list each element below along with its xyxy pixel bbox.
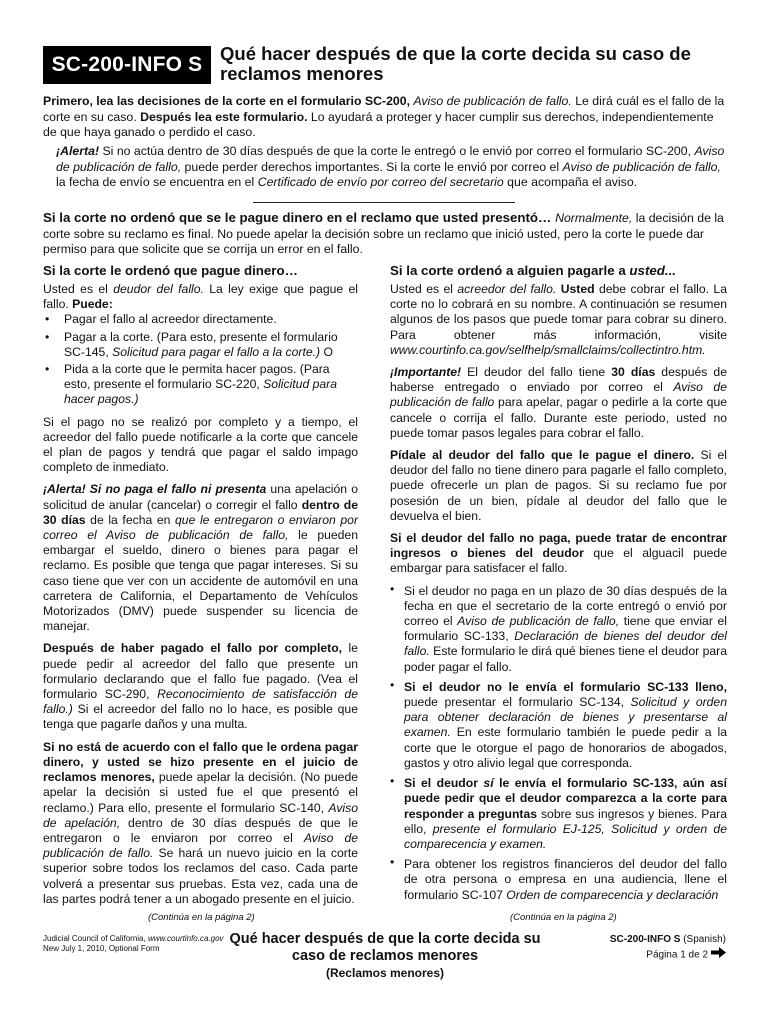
right-bullet-2-bold: Si el deudor no le envía el formulario SC-133 lleno, xyxy=(404,679,727,694)
left-p3 xyxy=(43,482,358,634)
left-p2: Si el pago no se realizó por completo y a tiempo, el acreedor del fallo puede notificarle a la corte que cancele el plan de pagos y tendrá que pagar el saldo impago completo de inmediato. xyxy=(43,414,358,475)
footer-form-line xyxy=(610,934,726,947)
left-p1-text-1: Usted es el xyxy=(43,282,114,296)
no-money-text: la decisión de la corte sobre su reclamo es final. No puede apelar la decisión sobre un reclamo que inició usted, pero la corte le puede dar permiso para que solicite que se corrija un error en el fallo. xyxy=(43,211,724,256)
right-p4-bold: Si el deudor del fallo no paga, puede tratar de encontrar ingresos o bienes del deudor xyxy=(390,531,727,561)
left-bullet-2-text: Pagar a la corte. (Para esto, presente el formulario SC-145, xyxy=(64,329,338,359)
page-number: Página 1 de 2 xyxy=(646,948,708,960)
left-column xyxy=(43,262,358,914)
right-bullet-3-italic: presente el formulario EJ-125, Solicitud y orden de comparecencia y examen. xyxy=(404,821,727,851)
right-p1-bold: Usted xyxy=(556,282,595,296)
document-title: Qué hacer después de que la corte decida su caso de reclamos menores xyxy=(220,43,691,84)
right-p2-text-3: para apelar, pagar o pedirle a la corte que cancele o corrija el fallo. Durante este periodo, usted no puede tomar pasos legales para cobrar el fallo. xyxy=(390,395,727,440)
bullet-icon: • xyxy=(390,677,395,692)
right-bullet-1-text-2: tiene que enviar el formulario SC-133, xyxy=(404,614,727,644)
right-bullet-3-text: sobre sus ingresos y bienes. Para ello, xyxy=(404,806,727,836)
footer-website: www.courtinfo.ca.gov xyxy=(147,934,224,943)
no-money-italic: Normalmente, xyxy=(555,211,633,225)
footer-page-info xyxy=(610,934,726,962)
left-p3-bold: dentro de 30 días xyxy=(43,497,358,527)
right-bullet-1-italic-2: Declaración de bienes del deudor del fallo. xyxy=(404,629,727,659)
right-steps-list xyxy=(390,581,728,903)
alert-italic-2: Aviso de publicación de fallo, xyxy=(562,159,721,174)
left-options-list xyxy=(43,312,358,407)
right-bullet-2-italic: Solicitud y orden para obtener declaración de bienes y presentarse al examen. xyxy=(404,695,727,740)
left-p4-italic: Reconocimiento de satisfacción de fallo.) xyxy=(43,687,358,717)
footer-language: (Spanish) xyxy=(680,934,726,945)
right-bullet-3-bold-1: Si el deudor xyxy=(404,776,484,791)
left-p3-italic: que le entregaron o enviaron por correo el Aviso de publicación de fallo, xyxy=(43,512,358,543)
right-p1-text-1: Usted es el xyxy=(390,282,458,296)
right-bullet-1-text-3: Este formulario le dirá qué bienes tiene el deudor para poder pagar el fallo. xyxy=(404,644,727,674)
right-p1-italic: acreedor del fallo. xyxy=(457,282,557,296)
list-item xyxy=(43,362,358,408)
right-p3-bold: Pídale al deudor del fallo que le pague el dinero. xyxy=(390,448,695,463)
right-continued-note: (Continúa en la página 2) xyxy=(510,912,617,923)
footer-subtitle: (Reclamos menores) xyxy=(325,966,445,980)
left-bullet-3-italic: Solicitud para hacer pagos.) xyxy=(64,377,338,407)
footer-publisher xyxy=(43,934,224,954)
left-p1-italic: deudor del fallo. xyxy=(113,282,204,296)
right-p4 xyxy=(390,531,727,577)
alert-paragraph xyxy=(56,144,728,191)
left-p5-italic-1: Aviso de apelación, xyxy=(43,800,358,830)
bullet-icon: • xyxy=(390,774,395,789)
alert-label: ¡Alerta! xyxy=(56,144,100,158)
right-bullet-3-bold-2: le envía el formulario SC-133, aún así puede pedir que el deudor comparezca a la corte para responder a preguntas xyxy=(404,776,728,821)
bullet-icon: • xyxy=(390,855,395,870)
collect-info-link[interactable]: www.courtinfo.ca.gov/selfhelp/smallclaims/collectintro.htm. xyxy=(390,342,706,357)
right-p2-important: ¡Importante! xyxy=(390,365,462,380)
right-bullet-4-italic: Orden de comparecencia y declaración xyxy=(506,887,719,902)
left-heading: Si la corte le ordenó que pague dinero… xyxy=(43,263,298,278)
right-p1 xyxy=(390,282,727,358)
left-p4 xyxy=(43,641,358,732)
left-p5-italic-2: Aviso de publicación de fallo. xyxy=(43,830,358,861)
bullet-icon: • xyxy=(45,312,50,327)
alert-italic-3: Certificado de envío por correo del secretario xyxy=(257,175,504,189)
bullet-icon: • xyxy=(45,329,50,344)
right-bullet-3-bold-italic: sí xyxy=(483,776,494,791)
no-money-paragraph xyxy=(43,210,729,258)
left-p5-text-3: Se hará un nuevo juicio en la corte superior sobre todos los reclamos del caso. Cada parte volverá a presentar sus pruebas. Esta vez, cada una de las partes podrá tener a un abogado presente en el juicio. xyxy=(43,846,358,906)
left-bullet-3-text: Pida a la corte que le permita hacer pagos. (Para esto, presente el formulario SC-220, xyxy=(64,362,330,392)
list-item xyxy=(390,857,727,903)
left-p1-text-2: La ley exige que pague el fallo. xyxy=(43,282,358,312)
right-bullet-4-text: Para obtener los registros financieros del deudor del fallo de otra persona o empresa en una audiencia, llene el formulario SC-107 xyxy=(404,857,727,902)
bullet-icon: • xyxy=(390,581,395,596)
footer-date-line: New July 1, 2010, Optional Form xyxy=(43,944,160,953)
left-continued-note: (Continúa en la página 2) xyxy=(148,912,255,923)
footer-council-line xyxy=(43,934,224,944)
list-item xyxy=(43,330,358,360)
alert-text-4: que acompaña el aviso. xyxy=(503,175,638,189)
list-item xyxy=(390,677,727,771)
intro-text-2: Lo ayudará a proteger y hacer cumplir sus derechos, independientemente de que haya ganado o perdido el caso. xyxy=(43,109,714,139)
list-item xyxy=(390,776,727,852)
alert-text-3: la fecha de envío se encuentra en el xyxy=(56,175,258,189)
left-p4-bold: Después de haber pagado el fallo por completo, xyxy=(43,641,343,656)
right-bullet-1-italic-1: Aviso de publicación de fallo, xyxy=(457,614,620,629)
left-p1 xyxy=(43,282,358,312)
left-p3-text-2: de la fecha en xyxy=(85,512,176,527)
left-p3-text-1: una apelación o solicitud de anular (cancelar) o corregir el fallo xyxy=(43,482,358,512)
alert-text-1: Si no actúa dentro de 30 días después de que la corte le entregó o le envió por correo el formulario SC-200, xyxy=(99,144,695,158)
alert-italic-1: Aviso de publicación de fallo, xyxy=(56,144,725,174)
footer-title-block xyxy=(220,931,550,982)
right-p3-text: Si el deudor del fallo no tiene dinero para pagarle el fallo completo, puede ofrecerle un plan de pagos. Si su reclamo fue por posesión de un bien, pídale al deudor del fallo que le devuelva el bien. xyxy=(390,448,727,523)
left-p3-alert: ¡Alerta! Si no paga el fallo ni presenta xyxy=(43,482,267,497)
right-p1-text-2: debe cobrar el fallo. La corte no lo cobrará en su nombre. A continuación se resumen algunos de los pasos que puede tomar para cobrar su dinero. Para obtener más información, visite xyxy=(390,282,727,342)
left-bullet-2-tail: O xyxy=(320,344,333,359)
right-column xyxy=(390,262,727,910)
intro-bold-2: Después lea este formulario. xyxy=(140,109,308,124)
right-bullet-2-text-2: En este formulario también le puede pedir a la corte que le otorgue el pago de honorarios de abogados, gastos y otro alivio legal que corresponda. xyxy=(404,725,727,770)
list-item xyxy=(43,312,358,327)
right-p2-text-1: El deudor del fallo tiene xyxy=(461,365,612,380)
right-bullet-1-text-1: Si el deudor no paga en un plazo de 30 días después de la fecha en que el secretario de la corte entregó o envió por correo el xyxy=(404,583,727,629)
right-p2-bold: 30 días xyxy=(611,365,656,380)
bullet-icon: • xyxy=(45,362,50,377)
left-p5-bold: Si no está de acuerdo con el fallo que le ordena pagar dinero, y usted se hizo presente en el juicio de reclamos menores, xyxy=(43,739,358,785)
left-p3-text-3: le pueden embargar el sueldo, dinero o bienes para pagar el reclamo. Es posible que tenga que pagar intereses. Si su caso tiene que ver con un accidente de automóvil en una carretera de California, el Departamento de Vehículos Motorizados (DMV) puede suspender su licencia de manejar. xyxy=(43,528,358,634)
right-bullet-2-text-1: puede presentar el formulario SC-134, xyxy=(404,695,631,710)
intro-italic-1: Aviso de publicación de fallo. xyxy=(413,94,572,108)
intro-paragraph xyxy=(43,94,729,141)
left-p5 xyxy=(43,740,358,907)
right-heading xyxy=(390,262,727,279)
right-p3 xyxy=(390,448,727,524)
left-bullet-2-italic: Solicitud para pagar el fallo a la corte.) xyxy=(112,344,321,359)
right-p4-text: que el alguacil puede embargar para satisfacer el fallo. xyxy=(390,546,727,576)
intro-bold-1: Primero, lea las decisiones de la corte en el formulario SC-200, xyxy=(43,94,414,108)
right-heading-italic: usted... xyxy=(629,263,676,278)
alert-text-2: puede perder derechos importantes. Si la corte le envió por correo el xyxy=(181,159,563,174)
left-p4-text-1: le puede pedir al acreedor del fallo que presente un formulario declarando que el fallo fue pagado. (Vea el formulario SC-290, xyxy=(43,641,358,702)
footer-title: Qué hacer después de que la corte decida su caso de reclamos menores xyxy=(229,931,541,964)
arrow-right-icon[interactable] xyxy=(711,947,726,963)
list-item xyxy=(390,581,727,675)
form-code-badge xyxy=(43,46,211,84)
divider-line xyxy=(253,202,515,203)
left-p5-text-1: puede apelar la decisión. (No puede apelar la decisión si usted fue el que presentó el reclamo.) Para ello, presente el formulario SC-140, xyxy=(43,770,359,815)
intro-text-1: Le dirá cuál es el fallo de la corte en su caso. xyxy=(43,94,725,124)
left-p1-bold: Puede: xyxy=(72,297,113,312)
right-p2-italic: Aviso de publicación de fallo xyxy=(390,380,727,410)
right-p2-text-2: después de haberse entregado o enviado por correo el xyxy=(390,365,727,395)
left-p5-text-2: dentro de 30 días después de que le entregaron o le enviaron por correo el xyxy=(43,815,358,845)
no-money-lead: Si la corte no ordenó que se le pague dinero en el reclamo que usted presentó… xyxy=(43,210,556,225)
right-p2 xyxy=(390,365,727,441)
footer-council: Judicial Council of California, xyxy=(43,934,148,943)
left-p4-text-2: Si el acreedor del fallo no lo hace, es posible que tenga que pagarle daños y una multa. xyxy=(43,702,358,732)
left-bullet-1-text: Pagar el fallo al acreedor directamente. xyxy=(64,312,277,327)
footer-form-code: SC-200-INFO S xyxy=(609,934,681,945)
right-heading-text: Si la corte ordenó a alguien pagarle a xyxy=(390,263,630,278)
footer-page-line xyxy=(610,947,726,963)
form-code: SC-200-INFO S xyxy=(51,53,203,76)
